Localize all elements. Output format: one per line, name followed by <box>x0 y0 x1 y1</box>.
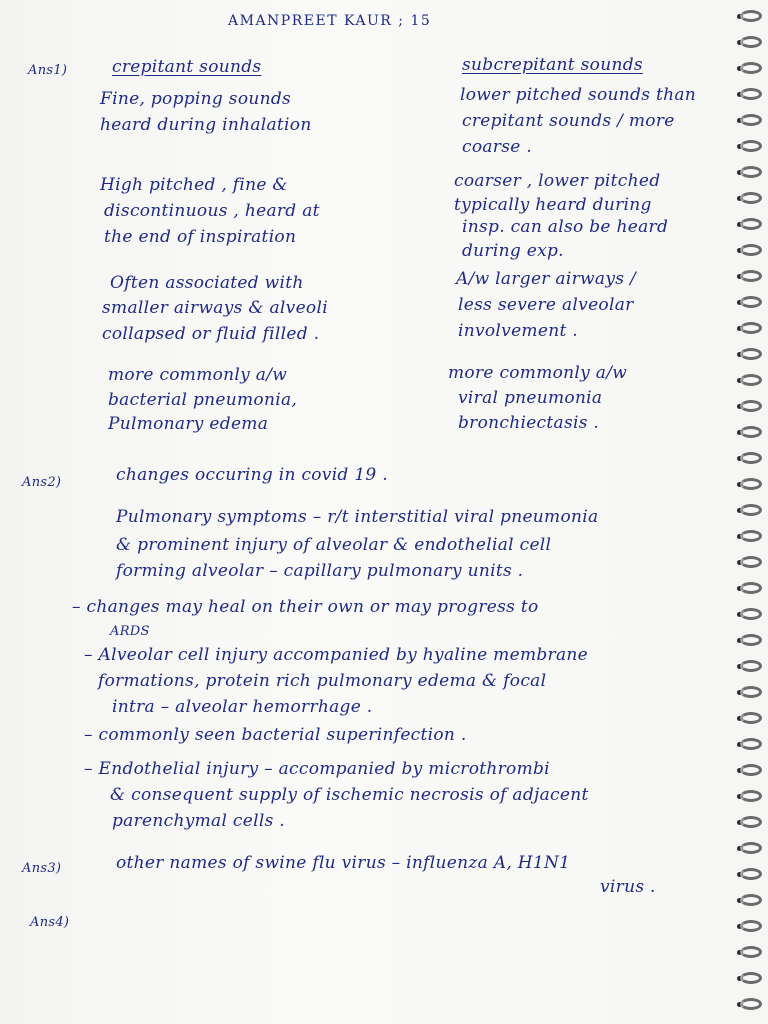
binding-ring <box>740 62 762 74</box>
binding-ring <box>740 374 762 386</box>
binding-ring <box>740 842 762 854</box>
bullet-line: ARDS <box>110 624 150 639</box>
crepitant-line: Pulmonary edema <box>108 414 269 434</box>
paragraph-line: & prominent injury of alveolar & endothelial cell <box>116 535 552 555</box>
answer-1-label: Ans1) <box>28 63 68 78</box>
paragraph-line: forming alveolar – capillary pulmonary units . <box>116 561 524 581</box>
crepitant-line: collapsed or fluid filled . <box>102 324 320 344</box>
answer-3-label: Ans3) <box>22 861 62 876</box>
crepitant-heading: crepitant sounds <box>112 57 262 77</box>
binding-ring <box>740 88 762 100</box>
subcrepitant-line: coarser , lower pitched <box>454 171 661 191</box>
binding-ring <box>740 946 762 958</box>
binding-ring <box>740 556 762 568</box>
subcrepitant-line: typically heard during <box>454 195 652 215</box>
subcrepitant-line: lower pitched sounds than <box>460 85 697 105</box>
crepitant-line: bacterial pneumonia, <box>108 390 298 410</box>
bullet-line: – Endothelial injury – accompanied by microthrombi <box>84 759 550 779</box>
subcrepitant-line: A/w larger airways / <box>456 269 636 289</box>
binding-ring <box>740 322 762 334</box>
binding-ring <box>740 686 762 698</box>
subcrepitant-heading: subcrepitant sounds <box>462 55 643 75</box>
student-name-header: AMANPREET KAUR ; 15 <box>228 13 432 29</box>
subcrepitant-line: during exp. <box>462 241 564 261</box>
binding-ring <box>740 790 762 802</box>
binding-ring <box>740 582 762 594</box>
answer-4-label: Ans4) <box>30 915 70 930</box>
binding-ring <box>740 998 762 1010</box>
crepitant-line: the end of inspiration <box>104 227 297 247</box>
crepitant-line: smaller airways & alveoli <box>102 298 328 318</box>
binding-ring <box>740 478 762 490</box>
binding-ring <box>740 634 762 646</box>
subcrepitant-line: more commonly a/w <box>448 363 628 383</box>
bullet-line: – Alveolar cell injury accompanied by hyaline membrane <box>84 645 589 665</box>
binding-ring <box>740 738 762 750</box>
crepitant-line: more commonly a/w <box>108 365 288 385</box>
crepitant-line: heard during inhalation <box>100 115 312 135</box>
binding-ring <box>740 868 762 880</box>
answer-2-label: Ans2) <box>22 475 62 490</box>
binding-ring <box>740 218 762 230</box>
binding-ring <box>740 244 762 256</box>
binding-ring <box>740 270 762 282</box>
binding-ring <box>740 894 762 906</box>
binding-ring <box>740 296 762 308</box>
bullet-line: formations, protein rich pulmonary edema & focal <box>98 671 547 691</box>
binding-ring <box>740 972 762 984</box>
subcrepitant-line: involvement . <box>458 321 578 341</box>
answer-3-line: other names of swine flu virus – influenza A, H1N1 <box>116 853 571 873</box>
binding-ring <box>740 530 762 542</box>
answer-3-line: virus . <box>600 877 656 897</box>
binding-ring <box>740 920 762 932</box>
binding-ring <box>740 36 762 48</box>
bullet-line: intra – alveolar hemorrhage . <box>112 697 373 717</box>
bullet-line: & consequent supply of ischemic necrosis of adjacent <box>110 785 589 805</box>
crepitant-line: Often associated with <box>110 273 304 293</box>
subcrepitant-line: viral pneumonia <box>458 388 603 408</box>
answer-2-heading: changes occuring in covid 19 . <box>116 465 388 485</box>
subcrepitant-line: crepitant sounds / more <box>462 111 675 131</box>
paragraph-line: Pulmonary symptoms – r/t interstitial viral pneumonia <box>116 507 599 527</box>
crepitant-line: discontinuous , heard at <box>104 201 320 221</box>
subcrepitant-line: bronchiectasis . <box>458 413 600 433</box>
binding-ring <box>740 660 762 672</box>
bullet-line: – commonly seen bacterial superinfection . <box>84 725 467 745</box>
spiral-binding <box>722 0 768 1024</box>
binding-ring <box>740 816 762 828</box>
binding-ring <box>740 166 762 178</box>
binding-ring <box>740 400 762 412</box>
binding-ring <box>740 608 762 620</box>
binding-ring <box>740 712 762 724</box>
subcrepitant-line: insp. can also be heard <box>462 217 669 237</box>
crepitant-line: High pitched , fine & <box>100 175 288 195</box>
binding-ring <box>740 426 762 438</box>
binding-ring <box>740 140 762 152</box>
crepitant-line: Fine, popping sounds <box>100 89 292 109</box>
bullet-line: parenchymal cells . <box>112 811 286 831</box>
binding-ring <box>740 764 762 776</box>
binding-ring <box>740 10 762 22</box>
subcrepitant-line: less severe alveolar <box>458 295 634 315</box>
binding-ring <box>740 348 762 360</box>
binding-ring <box>740 504 762 516</box>
binding-ring <box>740 192 762 204</box>
bullet-line: – changes may heal on their own or may progress to <box>72 597 539 617</box>
binding-ring <box>740 452 762 464</box>
binding-ring <box>740 114 762 126</box>
subcrepitant-line: coarse . <box>462 137 533 157</box>
